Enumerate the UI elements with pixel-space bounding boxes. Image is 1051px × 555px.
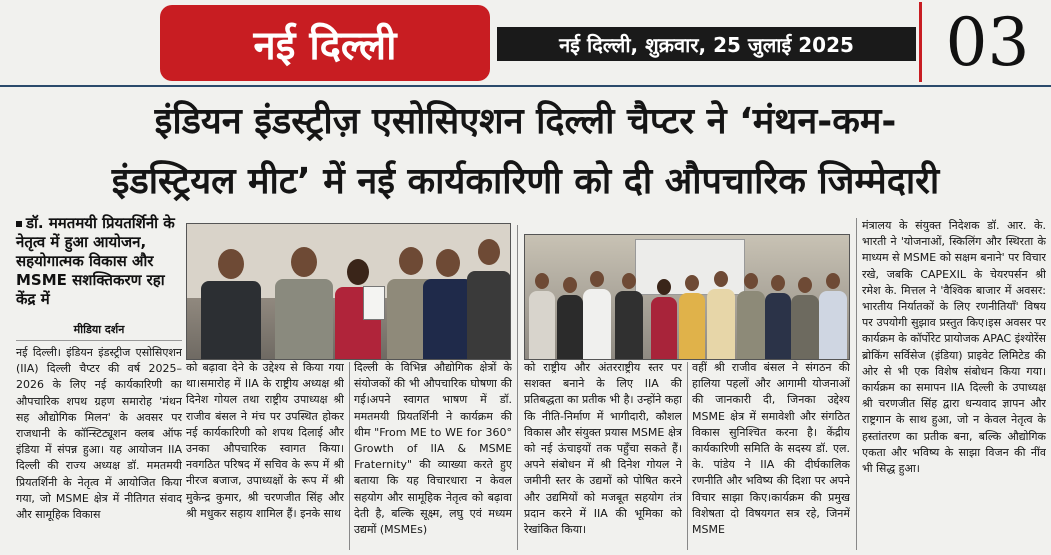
person-figure <box>615 273 643 359</box>
article-column-1: नई दिल्ली। इंडियन इंडस्ट्रीज एसोसिएशन (IIA) दिल्ली चैप्टर की वर्ष 2025–2026 के लिए नई कार्यकारिणी का औपचारिक शपथ ग्रहण समारोह 'मंथन सह औद्योगिक मिलन' के अवसर पर राजधानी के कॉन्स्टिट्यूशन क्लब ऑफ इंडिया में संपन्न हुआ। यह आयोजन IIA दिल्ली की राज्य अध्यक्ष डॉ. ममतमयी प्रियतर्शिनी के नेतृत्व में आयोजित किया गया, जो MSME क्षेत्र में नीतिगत संवाद और सामूहिक विकास <box>16 346 182 522</box>
person-figure <box>651 279 677 359</box>
headline-line-1: इंडियन इंडस्ट्रीज़ एसोसिएशन दिल्ली चैप्टर ने ‘मंथन-कम- <box>154 101 897 142</box>
event-photo-group <box>524 234 850 360</box>
headline <box>20 92 1031 212</box>
person-figure <box>467 239 511 359</box>
person-figure <box>557 277 583 359</box>
column-rule <box>349 362 350 550</box>
person-figure <box>707 271 735 359</box>
column-rule <box>687 362 688 550</box>
article-column-3: दिल्ली के विभिन्न औद्योगिक क्षेत्रों के संयोजकों की भी औपचारिक घोषणा की गई।अपने स्वागत भाषण में डॉ. ममतमयी प्रियतर्शिनी ने कार्यक्रम की थीम "From ME to WE for 360° Growth of IIA & MSME Fraternity" की व्याख्या करते हुए बताया कि यह विचारधारा न केवल सहयोग और सामूहिक नेतृत्व को बढ़ावा देती है, बल्कि सूक्ष्म, लघु एवं मध्यम उद्यमों (MSMEs) <box>354 361 512 537</box>
byline: मीडिया दर्शन <box>73 323 125 336</box>
deck-rule <box>16 340 182 341</box>
person-figure <box>583 271 611 359</box>
article-column-4: को राष्ट्रीय और अंतरराष्ट्रीय स्तर पर सशक्त बनाने के लिए IIA की प्रतिबद्धता का प्रतीक भी है। उन्होंने कहा कि नीति-निर्माण में भागीदारी, कौशल विकास और संयुक्त प्रयास MSME क्षेत्र को नई ऊंचाइयों तक पहुँचा सकते हैं। अपने संबोधन में श्री दिनेश गोयल ने जमीनी स्तर के उद्यमों को पोषित करने और उद्यमियों को मजबूत सहयोग तंत्र प्रदान करने में IIA की भूमिका को रेखांकित किया। <box>524 361 682 537</box>
section-title: नई दिल्ली <box>253 22 397 69</box>
dateline-bar <box>497 27 916 61</box>
event-photo-stage <box>186 223 511 360</box>
bullet-icon <box>16 221 22 227</box>
page-number: 03 <box>945 3 1030 81</box>
person-figure <box>275 247 333 359</box>
deck-text: डॉ. ममतमयी प्रियतर्शिनी के नेतृत्व में हुआ आयोजन, सहयोगात्मक विकास और MSME सशक्तिकरण रहा केंद्र में <box>16 214 175 308</box>
person-figure <box>819 273 847 359</box>
masthead-rule <box>0 85 1051 87</box>
article-column-2: को बढ़ावा देने के उद्देश्य से किया गया था।समारोह में IIA के राष्ट्रीय अध्यक्ष श्री दिनेश गोयल तथा राष्ट्रीय उपाध्यक्ष श्री राजीव बंसल ने मंच पर उपस्थित होकर नई कार्यकारिणी को शपथ दिलाई और उनका औपचारिक स्वागत किया। नवगठित परिषद में सचिव के रूप में श्री नीरज बजाज, उपाध्यक्षों के रूप में श्री मुकेन्द्र कुमार, श्री चरणजीत सिंह और श्री मधुकर सहाय शामिल हैं। इनके साथ <box>186 361 344 520</box>
dateline-text: नई दिल्ली, शुक्रवार, 25 जुलाई 2025 <box>559 32 854 57</box>
certificate-frame <box>363 286 385 320</box>
column-rule <box>517 225 518 550</box>
person-figure <box>679 275 705 359</box>
deck <box>16 214 182 309</box>
section-badge <box>160 5 490 81</box>
headline-line-2: इंडस्ट्रियल मीट’ में नई कार्यकारिणी को दी औपचारिक जिम्मेदारी <box>111 161 940 202</box>
person-figure <box>737 273 765 359</box>
column-rule <box>856 218 857 550</box>
person-figure <box>791 277 819 359</box>
person-figure <box>529 273 555 359</box>
person-figure <box>201 249 261 359</box>
person-figure <box>765 275 791 359</box>
person-figure <box>423 249 473 359</box>
masthead-divider <box>919 2 922 82</box>
article-column-5: वहीं श्री राजीव बंसल ने संगठन की हालिया पहलों और आगामी योजनाओं की जानकारी दी, जिनका उद्देश्य MSME क्षेत्र में समावेशी और संगठित विकास सुनिश्चित करना है। केंद्रीय कार्यकारिणी समिति के सदस्य डॉ. एल. के. पांडेय ने IIA की दीर्घकालिक रणनीति और भविष्य की दिशा पर अपने विचार साझा किए।कार्यक्रम की प्रमुख विशेषता दो विषयगत सत्र रहे, जिनमें MSME <box>692 361 850 537</box>
article-column-6: मंत्रालय के संयुक्त निदेशक डॉ. आर. के. भारती ने 'योजनाओं, स्किलिंग और स्थिरता के माध्यम से MSME को सक्षम बनाने' पर विचार रखे, जबकि CAPEXIL के चेयरपर्सन श्री रमेश के. मित्तल ने 'वैश्विक बाजार में अवसर: भारतीय निर्यातकों के लिए रणनीतियाँ' विषय पर उपयोगी सुझाव प्रस्तुत किए।इस अवसर पर कार्यक्रम के कॉर्पोरेट प्रायोजक APAC इंश्योरेंस ब्रोकिंग सर्विसेज (इंडिया) प्राइवेट लिमिटेड की ओर से भी एक विशेष संबोधन किया गया। कार्यक्रम का समापन IIA दिल्ली के उपाध्यक्ष श्री चरणजीत सिंह द्वारा धन्यवाद ज्ञापन और राष्ट्रगान के साथ हुआ, जो न केवल नेतृत्व के हस्तांतरण का प्रतीक बना, बल्कि औद्योगिक एकता और भविष्य के साझा विजन की नींव भी सिद्ध हुआ। <box>862 219 1046 476</box>
